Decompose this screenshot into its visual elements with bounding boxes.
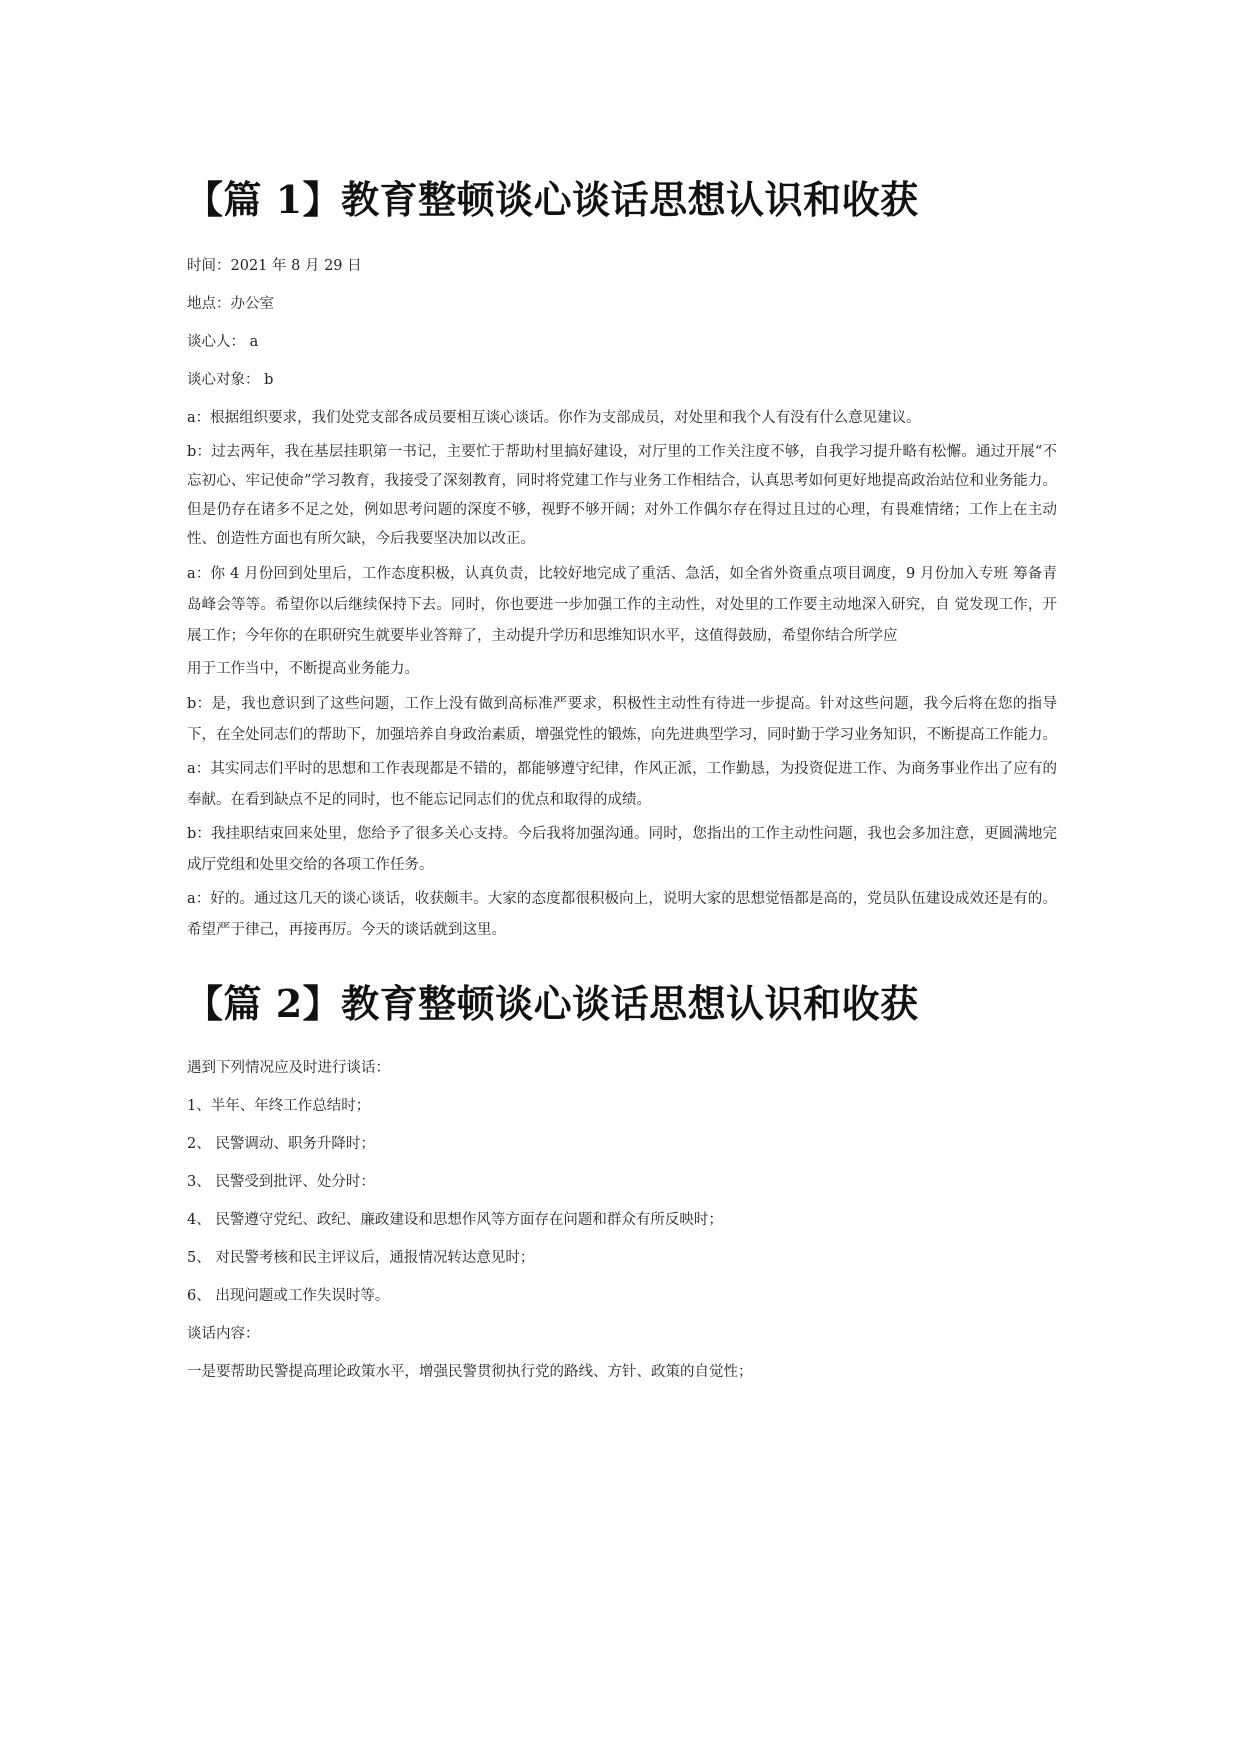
document-body: [187, 172, 1057, 1396]
meeting-place: 地点：办公室: [187, 296, 274, 312]
list-item: 4、 民警遵守党纪、政纪、廉政建设和思想作风等方面存在问题和群众有所反映时；: [187, 1212, 723, 1228]
dialog-paragraph: a：其实同志们平时的思想和工作表现都是不错的，都能够遵守纪律，作风正派，工作勤恳，为投资促进工作、为商务事业作出了应有的奉献。在看到缺点不足的同时，也不能忘记同志们的优点和取得的成绩。: [187, 761, 1057, 808]
dialog-paragraph: b：过去两年，我在基层挂职第一书记，主要忙于帮助村里搞好建设，对厅里的工作关注度不够，自我学习提升略有松懈。通过开展“不忘初心、牢记使命”学习教育，我接受了深刻教育，同时将党建工作与业务工作相结合，认真思考如何更好地提高政治站位和业务能力。但是仍存在诸多不足之处，例如思考问题的深度不够，视野不够开阔；对外工作偶尔存在得过且过的心理，有畏难情绪；工作上在主动性、创造性方面也有所欠缺，今后我要坚决加以改正。: [187, 444, 1057, 547]
dialog-paragraph: b：是，我也意识到了这些问题，工作上没有做到高标准严要求，积极性主动性有待进一步提高。针对这些问题，我今后将在您的指导下，在全处同志们的帮助下，加强培养自身政治素质，增强党性的锻炼，向先进典型学习，同时勤于学习业务知识，不断提高工作能力。: [187, 696, 1057, 743]
list-item: 2、 民警调动、职务升降时；: [187, 1136, 375, 1152]
section-2-intro: 遇到下列情况应及时进行谈话：: [187, 1060, 390, 1076]
section-2-title: 【篇 2】教育整顿谈心谈话思想认识和收获: [185, 981, 919, 1026]
content-line: 一是要帮助民警提高理论政策水平，增强民警贯彻执行党的路线、方针、政策的自觉性；: [187, 1364, 753, 1380]
list-item: 5、 对民警考核和民主评议后，通报情况转达意见时；: [187, 1250, 535, 1266]
talk-target: 谈心对象： b: [187, 372, 274, 388]
talker: 谈心人： a: [187, 334, 259, 350]
list-item: 3、 民警受到批评、处分时：: [187, 1174, 375, 1190]
list-item: 1、半年、年终工作总结时；: [187, 1098, 371, 1114]
dialog-paragraph: 用于工作当中，不断提高业务能力。: [187, 661, 419, 677]
dialog-paragraph: a：你 4 月份回到处里后，工作态度积极，认真负责，比较好地完成了重活、急活，如全省外资重点项目调度，9 月份加入专班 筹备青岛峰会等等。希望你以后继续保持下去。同时，你也要进一步加强工作的主动性，对处里的工作要主动地深入研究，自 觉发现工作，开展工作；今年你的在职研究生就要毕业答辩了，主动提升学历和思维知识水平，这值得鼓励，希望你结合所学应: [187, 566, 1057, 644]
dialog-paragraph: b：我挂职结束回来处里，您给予了很多关心支持。今后我将加强沟通。同时，您指出的工作主动性问题，我也会多加注意，更圆满地完成厅党组和处里交给的各项工作任务。: [187, 826, 1057, 873]
meeting-time: 时间：2021 年 8 月 29 日: [187, 258, 362, 274]
content-label: 谈话内容：: [187, 1326, 260, 1342]
section-1-title: 【篇 1】教育整顿谈心谈话思想认识和收获: [185, 177, 919, 222]
dialog-paragraph: a：根据组织要求，我们处党支部各成员要相互谈心谈话。你作为支部成员，对处里和我个人有没有什么意见建议。: [187, 410, 921, 426]
dialog-paragraph: a：好的。通过这几天的谈心谈话，收获颇丰。大家的态度都很积极向上，说明大家的思想觉悟都是高的，党员队伍建设成效还是有的。希望严于律己，再接再厉。今天的谈话就到这里。: [187, 891, 1057, 938]
list-item: 6、 出现问题或工作失误时等。: [187, 1288, 390, 1304]
